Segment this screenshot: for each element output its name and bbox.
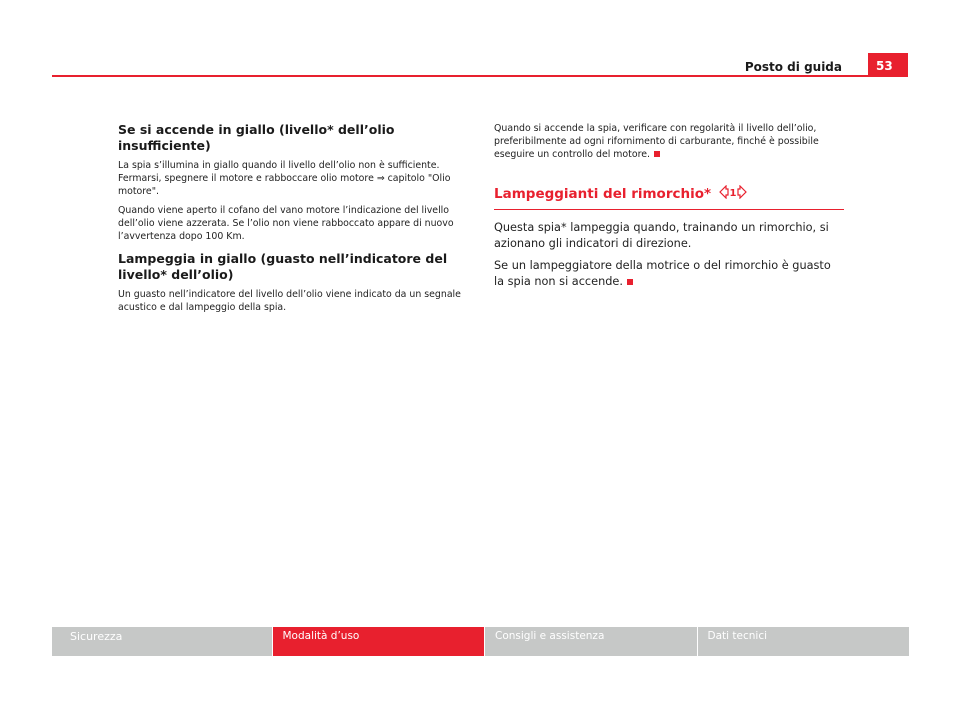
section-heading-text: Lampeggianti del rimorchio*: [494, 186, 712, 202]
end-of-section-icon: [627, 279, 633, 285]
header-rule: [52, 75, 868, 77]
paragraph: [494, 122, 844, 161]
left-column: [118, 122, 464, 320]
paragraph: Un guasto nell’indicatore del livello dell’olio viene indicato da un segnale acustico e dal lampeggio della spia.: [118, 289, 461, 313]
paragraph-text: Quando si accende la spia, verificare con regolarità il livello dell’olio, preferibilmente ad ogni rifornimento di carburante, finché è possibile eseguire un controllo del motore.: [494, 123, 819, 160]
turn-signal-icon-label: 1: [729, 188, 737, 199]
paragraph: [494, 258, 844, 290]
tab-modalita-duso[interactable]: Modalità d’uso: [272, 627, 485, 656]
section-heading-oil-low: Se si accende in giallo (livello* dell’olio insufficiente): [118, 122, 395, 153]
running-header-title: Posto di guida: [744, 60, 842, 74]
paragraph-text: Se un lampeggiatore della motrice o del rimorchio è guasto la spia non si accende.: [494, 259, 831, 288]
paragraph: La spia s’illumina in giallo quando il livello dell’olio non è sufficiente. Fermarsi, spegnere il motore e rabboccare olio motore ⇒ capitolo "Olio motore".: [118, 160, 451, 197]
end-of-section-icon: [654, 151, 660, 157]
spacer: [494, 210, 844, 220]
right-column: [494, 122, 844, 296]
tab-sicurezza[interactable]: Sicurezza: [52, 627, 272, 656]
footer-chapter-tabs: [52, 627, 909, 656]
tab-consigli-e-assistenza[interactable]: Consigli e assistenza: [484, 627, 697, 656]
turn-signal-icon: [719, 185, 747, 204]
section-heading-trailer-indicators: [494, 185, 844, 210]
section-heading-oil-fault: Lampeggia in giallo (guasto nell’indicatore del livello* dell’olio): [118, 251, 448, 282]
tab-dati-tecnici[interactable]: Dati tecnici: [697, 627, 910, 656]
paragraph: Questa spia* lampeggia quando, trainando un rimorchio, si azionano gli indicatori di direzione.: [494, 221, 829, 250]
page-number: 53: [868, 53, 908, 77]
paragraph: Quando viene aperto il cofano del vano motore l’indicazione del livello dell’olio viene azzerata. Se l’olio non viene rabboccato appare di nuovo l’avvertenza dopo 100 Km.: [118, 205, 454, 242]
